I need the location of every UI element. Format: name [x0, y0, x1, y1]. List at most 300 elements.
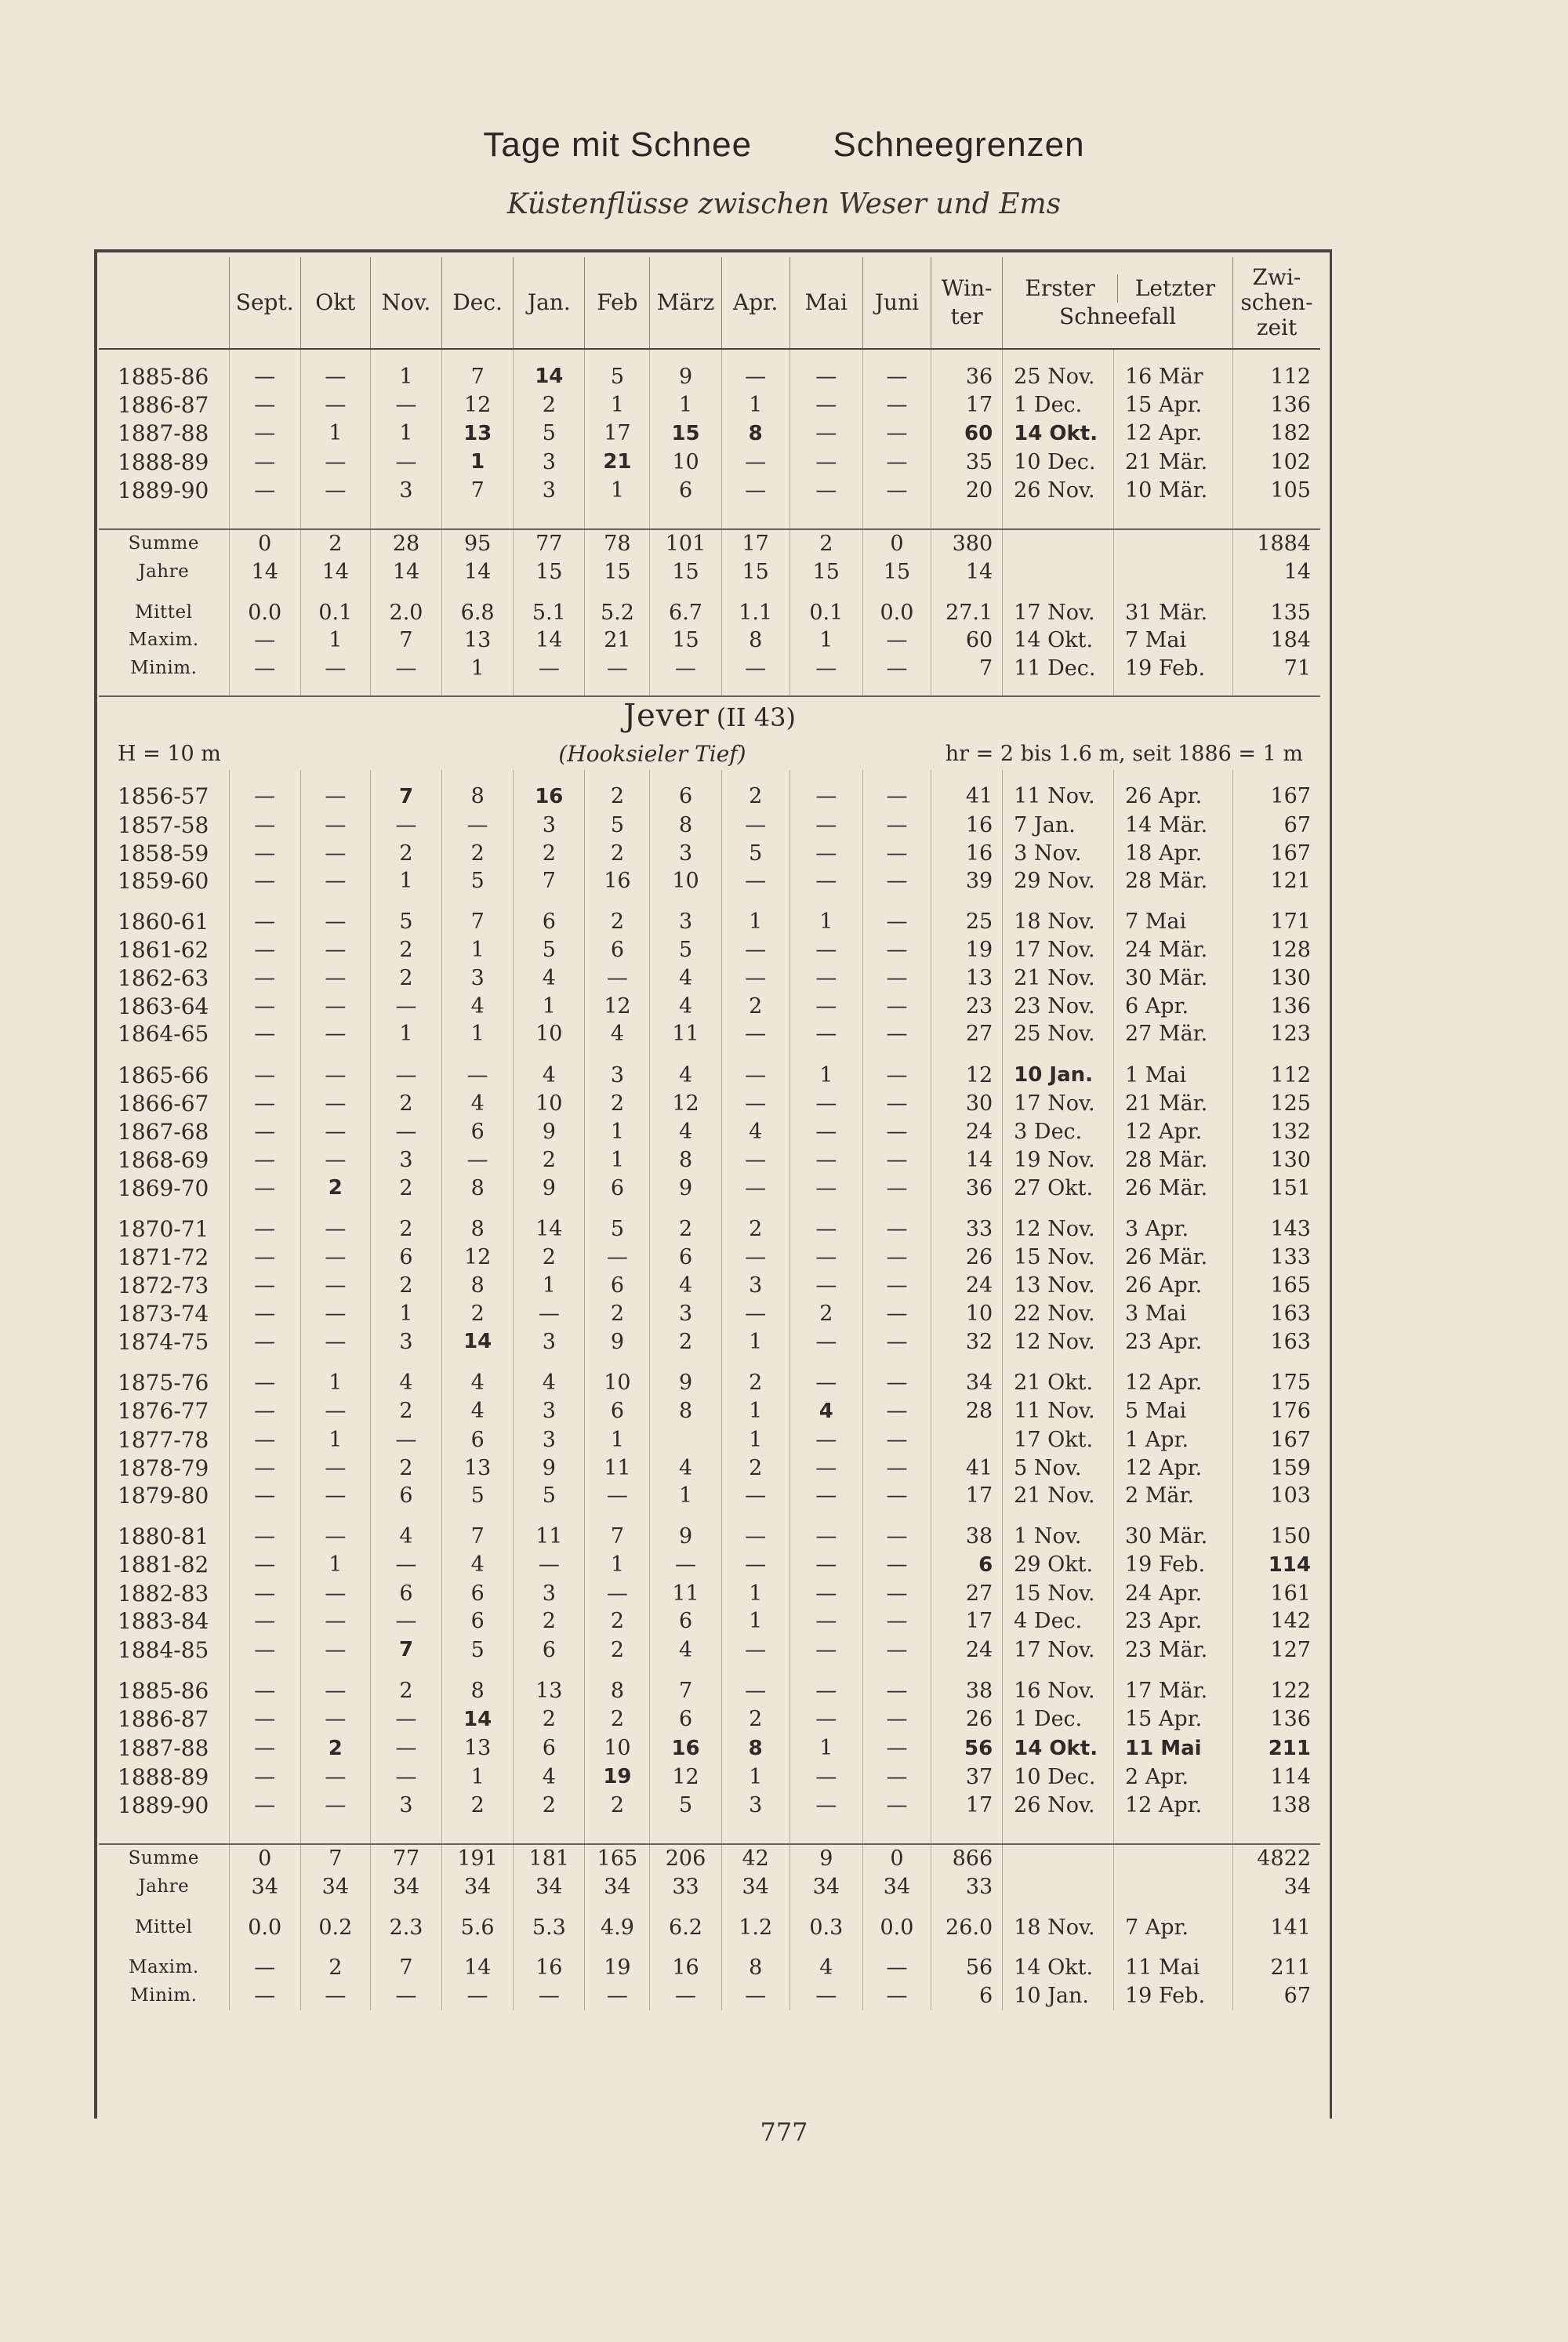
value-cell: 3 [650, 908, 721, 936]
spacer-cell [1113, 349, 1232, 362]
value-cell: 7 Jan. [1003, 812, 1114, 840]
spacer-cell [650, 1510, 721, 1523]
spacer-cell [931, 1356, 1003, 1369]
spacer-cell [514, 895, 585, 908]
value-cell: 4 [650, 993, 721, 1021]
value-cell: 6.7 [650, 599, 721, 627]
value-cell: 1 [585, 1146, 650, 1175]
value-cell: 27 Okt. [1003, 1174, 1114, 1203]
value-cell: — [229, 362, 300, 391]
snow-table [99, 257, 1320, 2010]
value-cell: 2 [789, 1300, 862, 1328]
season-cell: 1868-69 [99, 1146, 229, 1175]
spacer-cell [229, 895, 300, 908]
value-cell: — [789, 655, 862, 683]
value-cell: — [300, 1763, 370, 1792]
value-cell: — [514, 655, 585, 683]
value-cell: 175 [1270, 1371, 1311, 1396]
value-cell: 10 [585, 1369, 650, 1397]
value-cell: 15 Apr. [1113, 391, 1232, 419]
spacer-cell [1232, 895, 1320, 908]
value-cell: 6 [650, 477, 721, 505]
value-cell: — [300, 867, 370, 895]
value-cell: — [370, 1982, 441, 2010]
spacer-cell [514, 586, 585, 599]
header-last: Letzter [1117, 274, 1232, 303]
spacer-cell [1232, 1510, 1320, 1523]
value-cell: 2 [442, 840, 514, 868]
spacer-cell [1003, 505, 1114, 529]
value-cell: 5 [585, 812, 650, 840]
value-cell: — [370, 1426, 441, 1454]
spacer-cell [514, 1203, 585, 1215]
value-cell: 8 [650, 1146, 721, 1175]
value-cell: 15 [650, 558, 721, 586]
spacer-cell [300, 1941, 370, 1954]
value-cell: 3 [650, 1300, 721, 1328]
value-cell: 2 [370, 1677, 441, 1705]
spacer-cell [585, 349, 650, 362]
value-cell: 6 [931, 1982, 1003, 2010]
value-cell: — [650, 655, 721, 683]
value-cell: — [370, 1763, 441, 1792]
value-cell: — [514, 1551, 585, 1580]
value-cell: 14 [442, 1705, 514, 1734]
spacer-cell [300, 586, 370, 599]
spacer-cell [229, 586, 300, 599]
summary-label: Minim. [99, 1982, 229, 2010]
value-cell: — [229, 1244, 300, 1272]
spacer-cell [862, 895, 931, 908]
value-cell: — [862, 1327, 931, 1356]
value-cell: — [862, 1215, 931, 1244]
value-cell: 2 [370, 936, 441, 964]
value-cell: 9 [514, 1454, 585, 1483]
data-row [99, 964, 1320, 993]
header-sept: Sept. [229, 257, 300, 349]
season-cell: 1857-58 [99, 812, 229, 840]
value-cell: 3 [514, 1426, 585, 1454]
value-cell: 26 [931, 1244, 1003, 1272]
value-cell: — [229, 1636, 300, 1665]
value-cell: — [585, 1244, 650, 1272]
value-cell: — [442, 812, 514, 840]
value-cell: 5 [721, 840, 789, 868]
spacer-cell [1113, 1356, 1232, 1369]
data-row [99, 1677, 1320, 1705]
value-cell: — [229, 840, 300, 868]
value-cell: 5.3 [514, 1914, 585, 1942]
value-cell: 4 [650, 1454, 721, 1483]
data-row [99, 1174, 1320, 1203]
value-cell: 1 [300, 626, 370, 655]
value-cell: — [789, 448, 862, 477]
spacer-cell [931, 895, 1003, 908]
value-cell: 6 [442, 1607, 514, 1636]
season-cell: 1876-77 [99, 1397, 229, 1426]
value-cell: 6 [650, 1244, 721, 1272]
value-cell: 1 [721, 908, 789, 936]
data-row [99, 419, 1320, 448]
value-cell: 15 [862, 558, 931, 586]
value-cell: 17 [931, 1607, 1003, 1636]
spacer-cell [789, 1203, 862, 1215]
value-cell: 7 [300, 1844, 370, 1873]
value-cell: 6 [585, 1174, 650, 1203]
value-cell: 27.1 [931, 599, 1003, 627]
spacer-cell [1232, 1941, 1320, 1954]
spacer-cell [789, 1820, 862, 1844]
spacer-cell [585, 770, 650, 782]
value-cell: 0.2 [300, 1914, 370, 1942]
value-cell: — [789, 812, 862, 840]
spacer-cell [300, 1820, 370, 1844]
value-cell: 3 [514, 1580, 585, 1608]
value-cell: 9 [789, 1844, 862, 1873]
value-cell: 4 [442, 1090, 514, 1118]
spacer-cell [585, 895, 650, 908]
spacer-cell [229, 1048, 300, 1061]
spacer-cell [300, 1510, 370, 1523]
value-cell: — [789, 1482, 862, 1510]
value-cell: 11 Mai [1113, 1954, 1232, 1982]
spacer-cell [229, 683, 300, 696]
header-interval-line2: schen- [1240, 289, 1313, 315]
value-cell: — [229, 936, 300, 964]
summary-label: Mittel [99, 599, 229, 627]
value-cell: 10 Jan. [1003, 1982, 1114, 2010]
value-cell: — [862, 1705, 931, 1734]
spacer-cell [1113, 1510, 1232, 1523]
value-cell: — [862, 840, 931, 868]
value-cell: — [721, 1982, 789, 2010]
spacer-cell [789, 1510, 862, 1523]
value-cell: 14 Okt. [1003, 1954, 1114, 1982]
spacer-cell [1003, 683, 1114, 696]
value-cell: — [721, 1061, 789, 1090]
value-cell: 22 Nov. [1003, 1300, 1114, 1328]
value-cell: — [229, 1551, 300, 1580]
value-cell: — [300, 1982, 370, 2010]
value-cell: 16 [514, 1954, 585, 1982]
value-cell: 11 Nov. [1003, 782, 1114, 812]
summary-row [99, 558, 1320, 586]
spacer-cell [1003, 1203, 1114, 1215]
value-cell: 0 [862, 1844, 931, 1873]
value-cell: 6 [585, 936, 650, 964]
heading-snow-days: Tage mit Schnee [483, 125, 753, 164]
value-cell: — [300, 362, 370, 391]
value-cell: 56 [931, 1954, 1003, 1982]
season-cell: 1856-57 [99, 782, 229, 812]
value-cell: — [789, 1174, 862, 1203]
spacer-cell [300, 895, 370, 908]
value-cell: 13 [442, 1734, 514, 1763]
value-cell: 2 [370, 1272, 441, 1300]
value-cell: 135 [1270, 600, 1311, 625]
value-cell: — [300, 1580, 370, 1608]
spacer-cell [1232, 770, 1320, 782]
spacer-cell [442, 1048, 514, 1061]
spacer-cell [1232, 1048, 1320, 1061]
value-cell: — [229, 1397, 300, 1426]
value-cell: 15 Apr. [1113, 1705, 1232, 1734]
value-cell: 17 [931, 1482, 1003, 1510]
value-cell: 8 [585, 1677, 650, 1705]
value-cell: 3 [721, 1792, 789, 1820]
spacer-cell [300, 1048, 370, 1061]
spacer-cell [514, 683, 585, 696]
value-cell: — [650, 1982, 721, 2010]
value-cell: — [721, 1636, 789, 1665]
value-cell: 130 [1270, 965, 1311, 990]
spacer-cell [1113, 1820, 1232, 1844]
season-cell: 1864-65 [99, 1020, 229, 1048]
summary-label: Jahre [99, 558, 229, 586]
spacer-cell [1003, 1048, 1114, 1061]
value-cell: 10 Mär. [1113, 477, 1232, 505]
value-cell: 34 [442, 1873, 514, 1901]
value-cell: — [300, 1020, 370, 1048]
value-cell: 866 [931, 1844, 1003, 1873]
value-cell: 2 [514, 391, 585, 419]
data-row [99, 1482, 1320, 1510]
station-title-row [99, 696, 1320, 739]
value-cell: 6 [370, 1580, 441, 1608]
season-cell: 1862-63 [99, 964, 229, 993]
spacer-cell [99, 895, 229, 908]
spacer-cell [585, 1203, 650, 1215]
value-cell: 26 Nov. [1003, 1792, 1114, 1820]
value-cell: — [585, 1482, 650, 1510]
data-row [99, 936, 1320, 964]
value-cell: 2 [514, 840, 585, 868]
value-cell: — [229, 1705, 300, 1734]
value-cell: 3 Apr. [1113, 1215, 1232, 1244]
data-row [99, 812, 1320, 840]
value-cell: 2 [514, 1792, 585, 1820]
spacer-cell [789, 349, 862, 362]
value-cell: — [229, 993, 300, 1021]
value-cell: 2.0 [370, 599, 441, 627]
value-cell [1113, 1873, 1232, 1901]
value-cell: 26 Mär. [1113, 1174, 1232, 1203]
value-cell: 6 [514, 908, 585, 936]
value-cell: — [514, 1300, 585, 1328]
value-cell: 138 [1270, 1793, 1311, 1818]
value-cell: 4 [789, 1397, 862, 1426]
value-cell: 8 [442, 782, 514, 812]
spacer-cell [370, 683, 441, 696]
value-cell: — [789, 1454, 862, 1483]
spacer-cell [1113, 770, 1232, 782]
value-cell: — [370, 1607, 441, 1636]
value-cell: — [789, 1705, 862, 1734]
spacer-cell [789, 586, 862, 599]
value-cell: — [229, 1215, 300, 1244]
value-cell: 25 Nov. [1003, 362, 1114, 391]
value-cell: 1 [300, 1426, 370, 1454]
spacer-cell [862, 1510, 931, 1523]
station-code: (II 43) [716, 702, 796, 732]
station-river: (Hooksieler Tief) [558, 740, 746, 767]
season-cell: 1889-90 [99, 1792, 229, 1820]
spacer-cell [585, 683, 650, 696]
value-cell: 14 Okt. [1003, 1734, 1114, 1763]
value-cell: — [721, 1090, 789, 1118]
value-cell: 9 [650, 1174, 721, 1203]
value-cell: — [862, 1523, 931, 1551]
value-cell: — [300, 1146, 370, 1175]
spacer-row [99, 505, 1320, 529]
value-cell: 1 [721, 1426, 789, 1454]
value-cell: — [229, 448, 300, 477]
value-cell: — [789, 1677, 862, 1705]
value-cell: 1 [585, 1118, 650, 1146]
value-cell: 14 [442, 558, 514, 586]
spacer-cell [650, 1941, 721, 1954]
value-cell: — [789, 1982, 862, 2010]
spacer-cell [514, 1356, 585, 1369]
value-cell: 1 [514, 1272, 585, 1300]
value-cell: — [862, 1020, 931, 1048]
spacer-cell [862, 505, 931, 529]
value-cell: 7 [370, 782, 441, 812]
summary-label: Jahre [99, 1873, 229, 1901]
value-cell: 7 Mai [1113, 626, 1232, 655]
value-cell: 5 [442, 867, 514, 895]
value-cell: 3 [514, 448, 585, 477]
value-cell: 26 [931, 1705, 1003, 1734]
value-cell: 114 [1268, 1552, 1311, 1577]
value-cell: 7 [514, 867, 585, 895]
value-cell: — [789, 1426, 862, 1454]
value-cell: 12 Nov. [1003, 1215, 1114, 1244]
value-cell: 1 [370, 867, 441, 895]
value-cell: 15 [721, 558, 789, 586]
value-cell: — [300, 655, 370, 683]
value-cell: 41 [931, 782, 1003, 812]
spacer-row [99, 683, 1320, 696]
value-cell: — [862, 1426, 931, 1454]
value-cell: 7 [931, 655, 1003, 683]
value-cell: 7 [442, 477, 514, 505]
spacer-cell [721, 1048, 789, 1061]
value-cell: 2 [585, 1300, 650, 1328]
value-cell: — [442, 1982, 514, 2010]
value-cell: — [862, 1272, 931, 1300]
value-cell: 78 [585, 529, 650, 558]
spacer-cell [789, 683, 862, 696]
value-cell: 3 [721, 1272, 789, 1300]
season-cell: 1866-67 [99, 1090, 229, 1118]
value-cell: — [789, 419, 862, 448]
value-cell: 1 Apr. [1113, 1426, 1232, 1454]
value-cell: 4 [514, 1369, 585, 1397]
value-cell: — [789, 1327, 862, 1356]
value-cell: 11 [650, 1580, 721, 1608]
value-cell: 17 [931, 1792, 1003, 1820]
value-cell: 1 [442, 448, 514, 477]
value-cell: 2 [721, 1215, 789, 1244]
value-cell: 6 [585, 1272, 650, 1300]
spacer-cell [514, 349, 585, 362]
spacer-cell [442, 1356, 514, 1369]
value-cell: 10 Dec. [1003, 1763, 1114, 1792]
value-cell: 7 [370, 1954, 441, 1982]
value-cell: 9 [514, 1174, 585, 1203]
value-cell: 0.1 [789, 599, 862, 627]
spacer-cell [300, 1356, 370, 1369]
spacer-cell [789, 1665, 862, 1677]
value-cell: 2 Mär. [1113, 1482, 1232, 1510]
value-cell: 1 [721, 1580, 789, 1608]
value-cell: 1 [585, 477, 650, 505]
spacer-cell [442, 1820, 514, 1844]
value-cell: — [789, 391, 862, 419]
station-height: H = 10 m [118, 741, 221, 766]
spacer-cell [862, 1820, 931, 1844]
value-cell: 136 [1270, 993, 1311, 1018]
value-cell: — [585, 1982, 650, 2010]
value-cell: 1 [442, 1020, 514, 1048]
header-maerz: März [650, 257, 721, 349]
value-cell: — [789, 1090, 862, 1118]
value-cell: 15 Nov. [1003, 1580, 1114, 1608]
spacer-cell [1003, 1820, 1114, 1844]
value-cell: 24 [931, 1118, 1003, 1146]
value-cell: 9 [650, 1369, 721, 1397]
value-cell: 60 [931, 626, 1003, 655]
value-cell: 14 Mär. [1113, 812, 1232, 840]
value-cell: 1 [300, 419, 370, 448]
station-info-row [99, 739, 1320, 770]
value-cell: — [370, 655, 441, 683]
value-cell: 2 [514, 1607, 585, 1636]
value-cell: 5 Nov. [1003, 1454, 1114, 1483]
value-cell: — [300, 1327, 370, 1356]
spacer-cell [1003, 1356, 1114, 1369]
value-cell: — [300, 1244, 370, 1272]
value-cell: 16 [514, 782, 585, 812]
spacer-cell [229, 1356, 300, 1369]
spacer-cell [300, 349, 370, 362]
season-cell: 1887-88 [99, 1734, 229, 1763]
value-cell: — [862, 477, 931, 505]
value-cell: 0 [229, 529, 300, 558]
spacer-cell [442, 505, 514, 529]
value-cell: — [229, 1272, 300, 1300]
spacer-cell [650, 1665, 721, 1677]
spacer-cell [721, 895, 789, 908]
value-cell: 11 [585, 1454, 650, 1483]
value-cell: — [789, 1020, 862, 1048]
value-cell: 33 [931, 1215, 1003, 1244]
value-cell: 6 [650, 782, 721, 812]
value-cell: — [789, 840, 862, 868]
value-cell: 3 [514, 1397, 585, 1426]
season-cell: 1883-84 [99, 1607, 229, 1636]
spacer-cell [442, 770, 514, 782]
value-cell: 8 [721, 626, 789, 655]
value-cell: 101 [650, 529, 721, 558]
spacer-cell [789, 1356, 862, 1369]
spacer-cell [650, 1820, 721, 1844]
spacer-cell [721, 1941, 789, 1954]
value-cell [1113, 1844, 1232, 1873]
spacer-cell [1003, 349, 1114, 362]
value-cell: — [370, 1118, 441, 1146]
